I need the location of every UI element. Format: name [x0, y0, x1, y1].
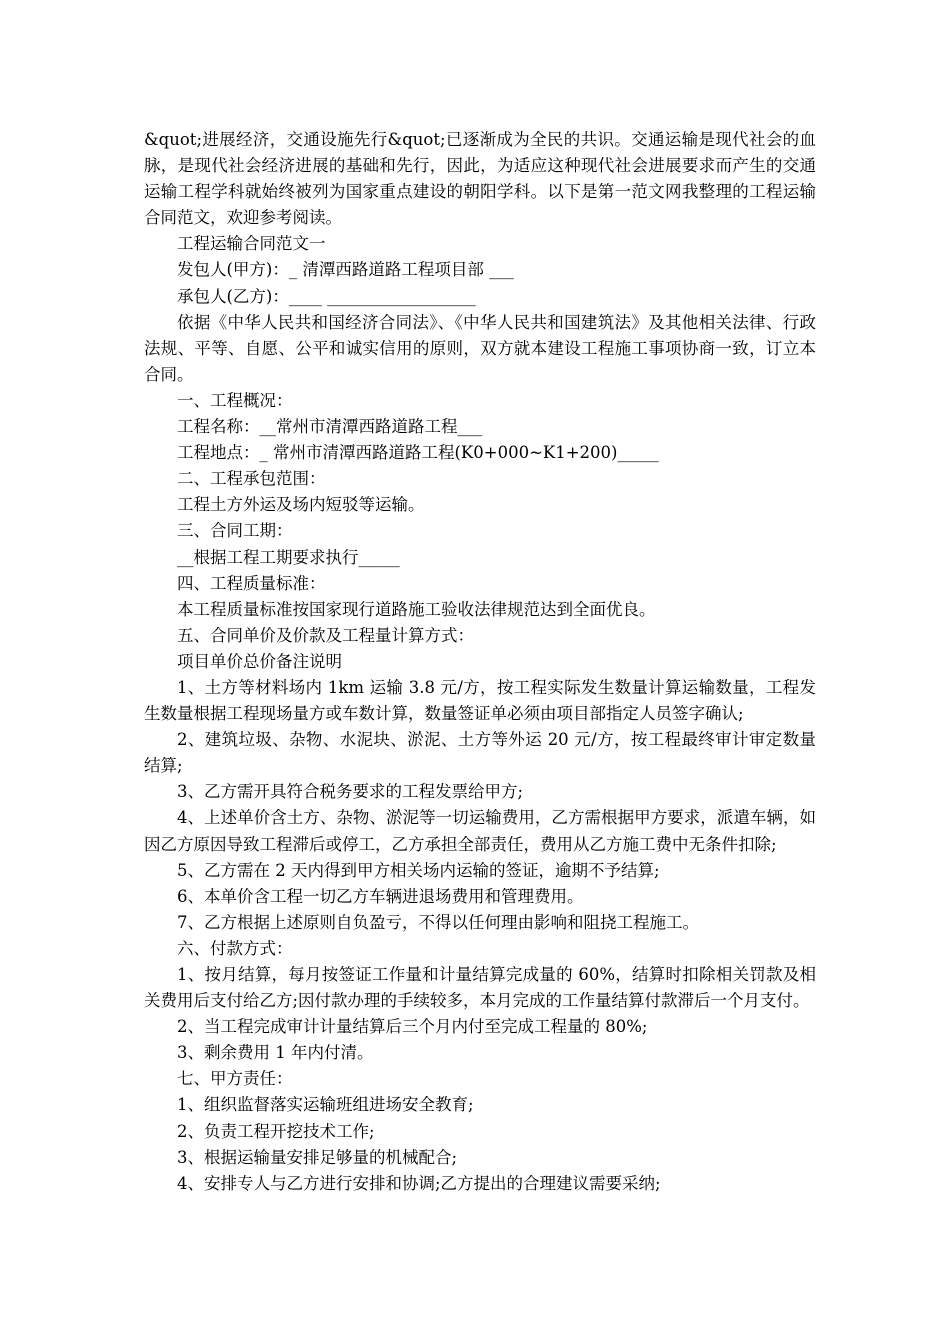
scope-line: 工程土方外运及场内短驳等运输。 — [177, 495, 425, 515]
section-title: 工程运输合同范文一 — [177, 234, 326, 254]
heading-payment: 六、付款方式： — [177, 938, 293, 958]
party-a-duty-2: 2、负责工程开挖技术工作; — [177, 1121, 375, 1141]
intro-paragraph: &quot;进展经济，交通设施先行&quot;已逐渐成为全民的共识。交通运输是现代社会的血脉，是现代社会经济进展的基础和先行，因此，为适应这种现代社会进展要求而产生的交通运输工程学科就始终被列为国家重点建设的朝阳学科。以下是第一范文网我整理的工程运输合同范文，欢迎参考阅读。 — [144, 130, 816, 228]
project-name-line: 工程名称：__常州市清潭西路道路工程___ — [177, 417, 483, 437]
party-b-line: 承包人(乙方)：____ __________________ — [177, 286, 476, 306]
pricing-item-5: 5、乙方需在 2 天内得到甲方相关场内运输的签证，逾期不予结算; — [177, 860, 660, 880]
heading-scope: 二、工程承包范围： — [177, 469, 326, 489]
pricing-item-6: 6、本单价含工程一切乙方车辆进退场费用和管理费用。 — [177, 886, 584, 906]
pricing-item-7: 7、乙方根据上述原则自负盈亏，不得以任何理由影响和阻挠工程施工。 — [177, 912, 699, 932]
payment-item-2: 2、当工程完成审计计量结算后三个月内付至完成工程量的 80%; — [177, 1017, 648, 1037]
quality-line: 本工程质量标准按国家现行道路施工验收法律规范达到全面优良。 — [177, 599, 656, 619]
duration-line: __根据工程工期要求执行_____ — [177, 547, 400, 567]
party-a-duty-1: 1、组织监督落实运输班组进场安全教育; — [177, 1095, 474, 1115]
pricing-table-header: 项目单价总价备注说明 — [177, 651, 342, 671]
heading-project-overview: 一、工程概况： — [177, 390, 293, 410]
payment-item-3: 3、剩余费用 1 年内付清。 — [177, 1043, 374, 1063]
heading-duration: 三、合同工期： — [177, 521, 293, 541]
heading-quality: 四、工程质量标准： — [177, 573, 326, 593]
party-a-duty-4: 4、安排专人与乙方进行安排和协调;乙方提出的合理建议需要采纳; — [177, 1173, 661, 1193]
basis-paragraph: 依据《中华人民共和国经济合同法》、《中华人民共和国建筑法》及其他相关法律、行政法规、平等、自愿、公平和诚实信用的原则，双方就本建设工程施工事项协商一致，订立本合同。 — [144, 312, 816, 384]
heading-party-a-duties: 七、甲方责任： — [177, 1069, 293, 1089]
pricing-item-2: 2、建筑垃圾、杂物、水泥块、淤泥、土方等外运 20 元/方，按工程最终审计审定数量结算; — [144, 730, 816, 776]
pricing-item-4: 4、上述单价含土方、杂物、淤泥等一切运输费用，乙方需根据甲方要求，派遣车辆，如因乙方原因导致工程滞后或停工，乙方承担全部责任，费用从乙方施工费中无条件扣除; — [144, 808, 816, 854]
heading-pricing: 五、合同单价及价款及工程量计算方式： — [177, 625, 474, 645]
payment-item-1: 1、按月结算，每月按签证工作量和计量结算完成量的 60%，结算时扣除相关罚款及相关费用后支付给乙方;因付款办理的手续较多，本月完成的工作量结算付款滞后一个月支付。 — [144, 965, 816, 1011]
project-location-line: 工程地点：_ 常州市清潭西路道路工程(K0+000~K1+200)_____ — [177, 443, 659, 463]
party-a-duty-3: 3、根据运输量安排足够量的机械配合; — [177, 1147, 458, 1167]
party-a-line: 发包人(甲方)：_ 清潭西路道路工程项目部 ___ — [177, 260, 514, 280]
pricing-item-3: 3、乙方需开具符合税务要求的工程发票给甲方; — [177, 782, 524, 802]
pricing-item-1: 1、土方等材料场内 1km 运输 3.8 元/方，按工程实际发生数量计算运输数量，工程发生数量根据工程现场量方或车数计算，数量签证单必须由项目部指定人员签字确认; — [144, 677, 816, 724]
document-page — [144, 127, 816, 1197]
